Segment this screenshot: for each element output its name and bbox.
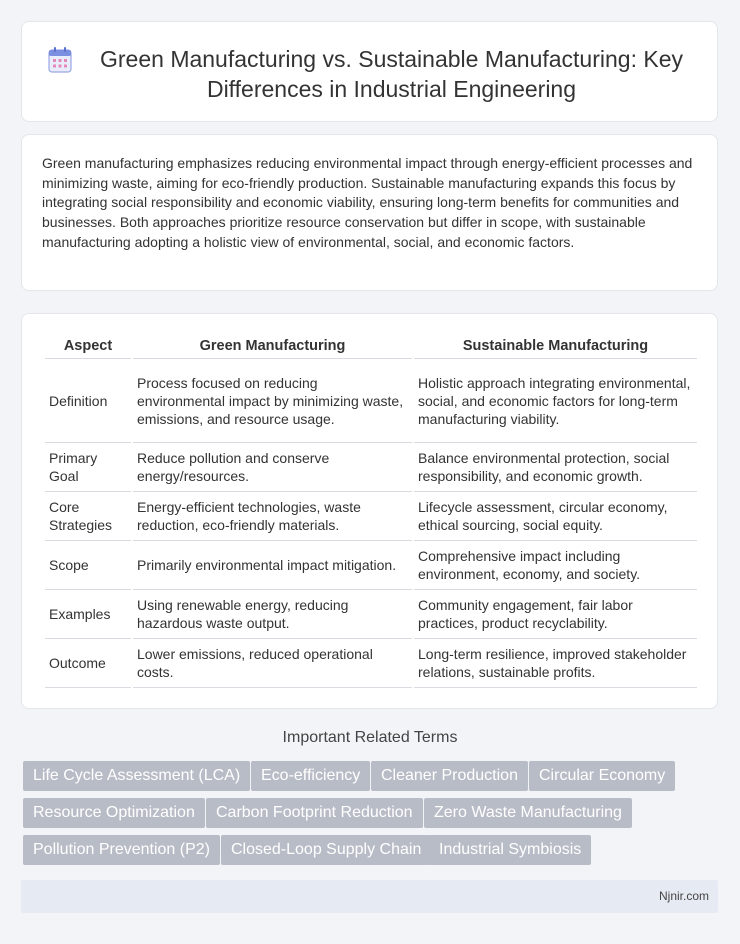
table-row [45,359,697,443]
tag-eco-efficiency[interactable]: Eco-efficiency [251,761,370,791]
table-row [45,590,697,639]
sustainable-cell: Comprehensive impact including environment, economy, and society. [414,541,697,590]
tag-circular-economy[interactable]: Circular Economy [529,761,675,791]
green-cell: Lower emissions, reduced operational costs. [133,639,412,688]
green-cell: Process focused on reducing environmental impact by minimizing waste, emissions, and resource usage. [133,359,412,443]
table-row [45,492,697,541]
sustainable-cell: Balance environmental protection, social responsibility, and economic growth. [414,443,697,492]
header-sustainable: Sustainable Manufacturing [414,334,697,359]
related-terms-title: Important Related Terms [282,729,458,746]
aspect-cell: Scope [45,541,131,590]
sustainable-cell: Lifecycle assessment, circular economy, ethical sourcing, social equity. [414,492,697,541]
tag-carbon-footprint-reduction[interactable]: Carbon Footprint Reduction [206,798,423,828]
header-aspect: Aspect [45,334,131,359]
sustainable-cell: Community engagement, fair labor practices, product recyclability. [414,590,697,639]
footer [21,880,718,913]
table-header-row [45,334,697,359]
tag-cleaner-production[interactable]: Cleaner Production [371,761,528,791]
tag-industrial-symbiosis[interactable]: Industrial Symbiosis [429,835,591,865]
green-cell: Using renewable energy, reducing hazardous waste output. [133,590,412,639]
sustainable-cell: Long-term resilience, improved stakeholder relations, sustainable profits. [414,639,697,688]
intro-paragraph: Green manufacturing emphasizes reducing environmental impact through energy-efficient processes and minimizing waste, aiming for eco-friendly production. Sustainable manufacturing expands this focus by integrating social responsibility and economic viability, ensuring long-term benefits for communities and businesses. Both approaches prioritize resource conservation but differ in scope, with sustainable manufacturing adopting a holistic view of environmental, social, and economic factors. [42,155,693,250]
aspect-cell: Definition [45,359,131,443]
table-row [45,443,697,492]
intro-card [21,134,718,291]
tag-life-cycle-assessment[interactable]: Life Cycle Assessment (LCA) [23,761,250,791]
sustainable-cell: Holistic approach integrating environmental, social, and economic factors for long-term manufacturing viability. [414,359,697,443]
calendar-grid-icon [48,46,72,74]
tag-zero-waste-manufacturing[interactable]: Zero Waste Manufacturing [424,798,632,828]
green-cell: Energy-efficient technologies, waste reduction, eco-friendly materials. [133,492,412,541]
footer-site[interactable]: Njnir.com [658,889,709,903]
title-card [21,21,718,122]
green-cell: Reduce pollution and conserve energy/resources. [133,443,412,492]
green-cell: Primarily environmental impact mitigation. [133,541,412,590]
aspect-cell: Outcome [45,639,131,688]
tag-resource-optimization[interactable]: Resource Optimization [23,798,205,828]
comparison-table [43,334,699,688]
tag-pollution-prevention[interactable]: Pollution Prevention (P2) [23,835,220,865]
table-row [45,639,697,688]
tag-closed-loop-supply-chain[interactable]: Closed-Loop Supply Chain [221,835,431,865]
table-row [45,541,697,590]
aspect-cell: Primary Goal [45,443,131,492]
header-green: Green Manufacturing [133,334,412,359]
aspect-cell: Core Strategies [45,492,131,541]
page-title: Green Manufacturing vs. Sustainable Manufacturing: Key Differences in Industrial Engineering [100,46,683,102]
comparison-table-card [21,313,718,709]
aspect-cell: Examples [45,590,131,639]
